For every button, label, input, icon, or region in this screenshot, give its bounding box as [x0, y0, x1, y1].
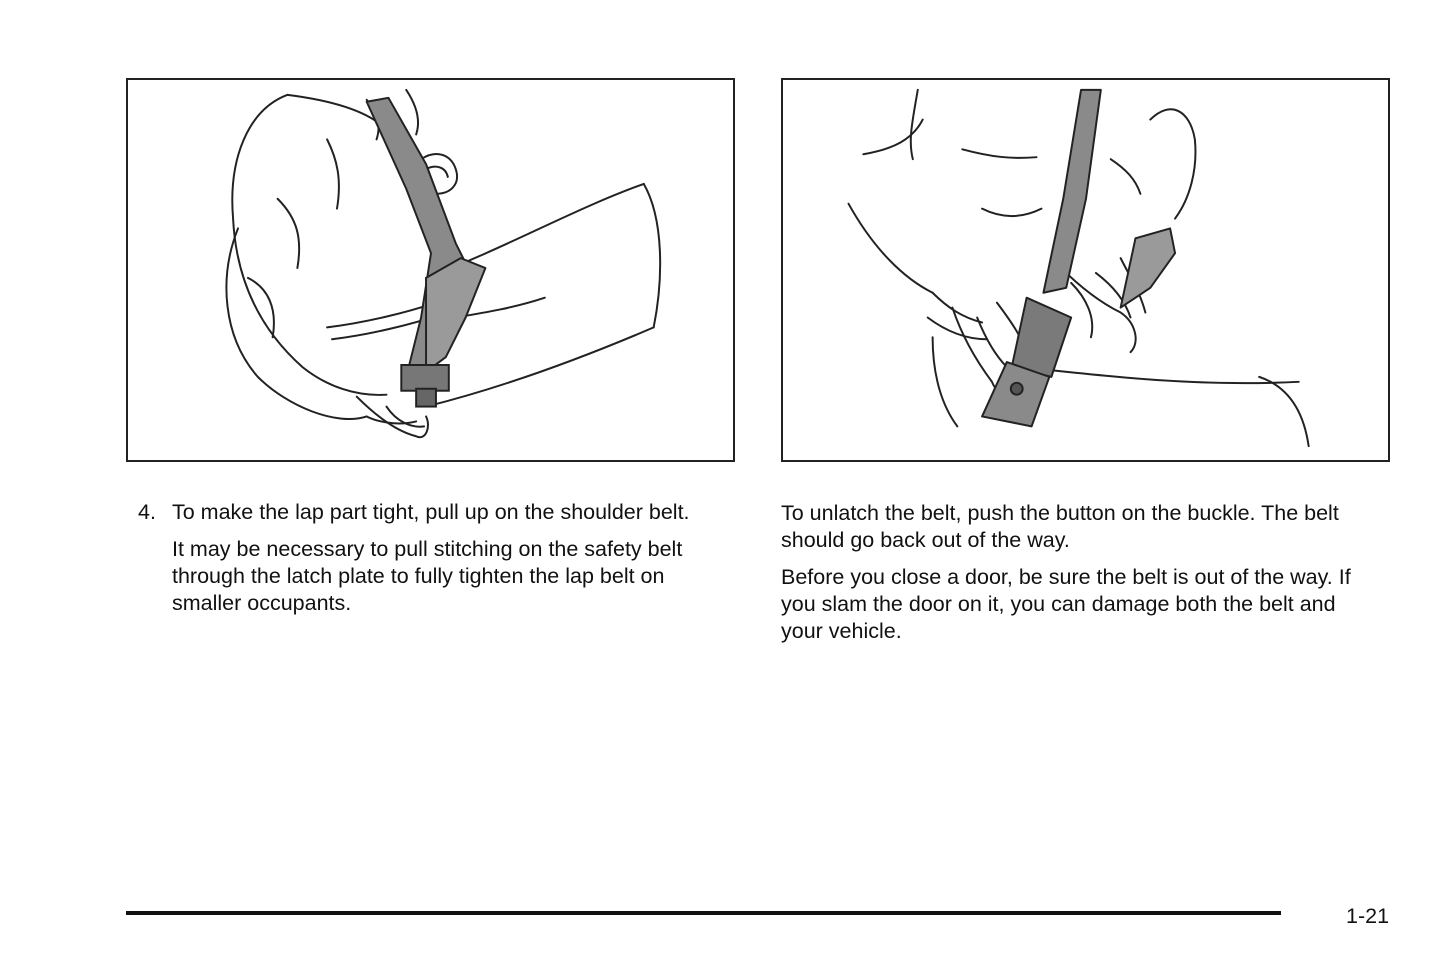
- illustration-tighten-lap-belt: [126, 78, 735, 462]
- door-warning-paragraph: Before you close a door, be sure the belt is out of the way. If you slam the door on it, you can damage both the belt and your vehicle.: [781, 565, 1351, 643]
- buckle: [416, 389, 436, 407]
- step-note: It may be necessary to pull stitching on the safety belt through the latch plate to fully tighten the lap belt on smaller occupants.: [172, 537, 683, 615]
- footer-rule: [126, 911, 1281, 915]
- page-number: 1-21: [1346, 904, 1390, 928]
- step-number: 4.: [138, 500, 156, 524]
- belt-loop: [1121, 228, 1175, 307]
- tighten-belt-drawing: [128, 80, 733, 460]
- buckle: [1012, 298, 1071, 377]
- shoulder-belt: [367, 98, 476, 377]
- latch-plate: [401, 365, 449, 391]
- unlatch-paragraph: To unlatch the belt, push the button on the buckle. The belt should go back out of the way.: [781, 501, 1339, 552]
- step-4: [138, 499, 728, 526]
- shoulder-belt: [1043, 90, 1100, 293]
- lap-belt: [426, 258, 485, 372]
- unlatch-belt-drawing: [783, 80, 1388, 460]
- release-button: [1011, 383, 1023, 395]
- illustration-unlatch-belt: [781, 78, 1390, 462]
- step-text: To make the lap part tight, pull up on the shoulder belt.: [172, 500, 690, 524]
- right-column: [781, 500, 1381, 655]
- left-column: [138, 499, 728, 627]
